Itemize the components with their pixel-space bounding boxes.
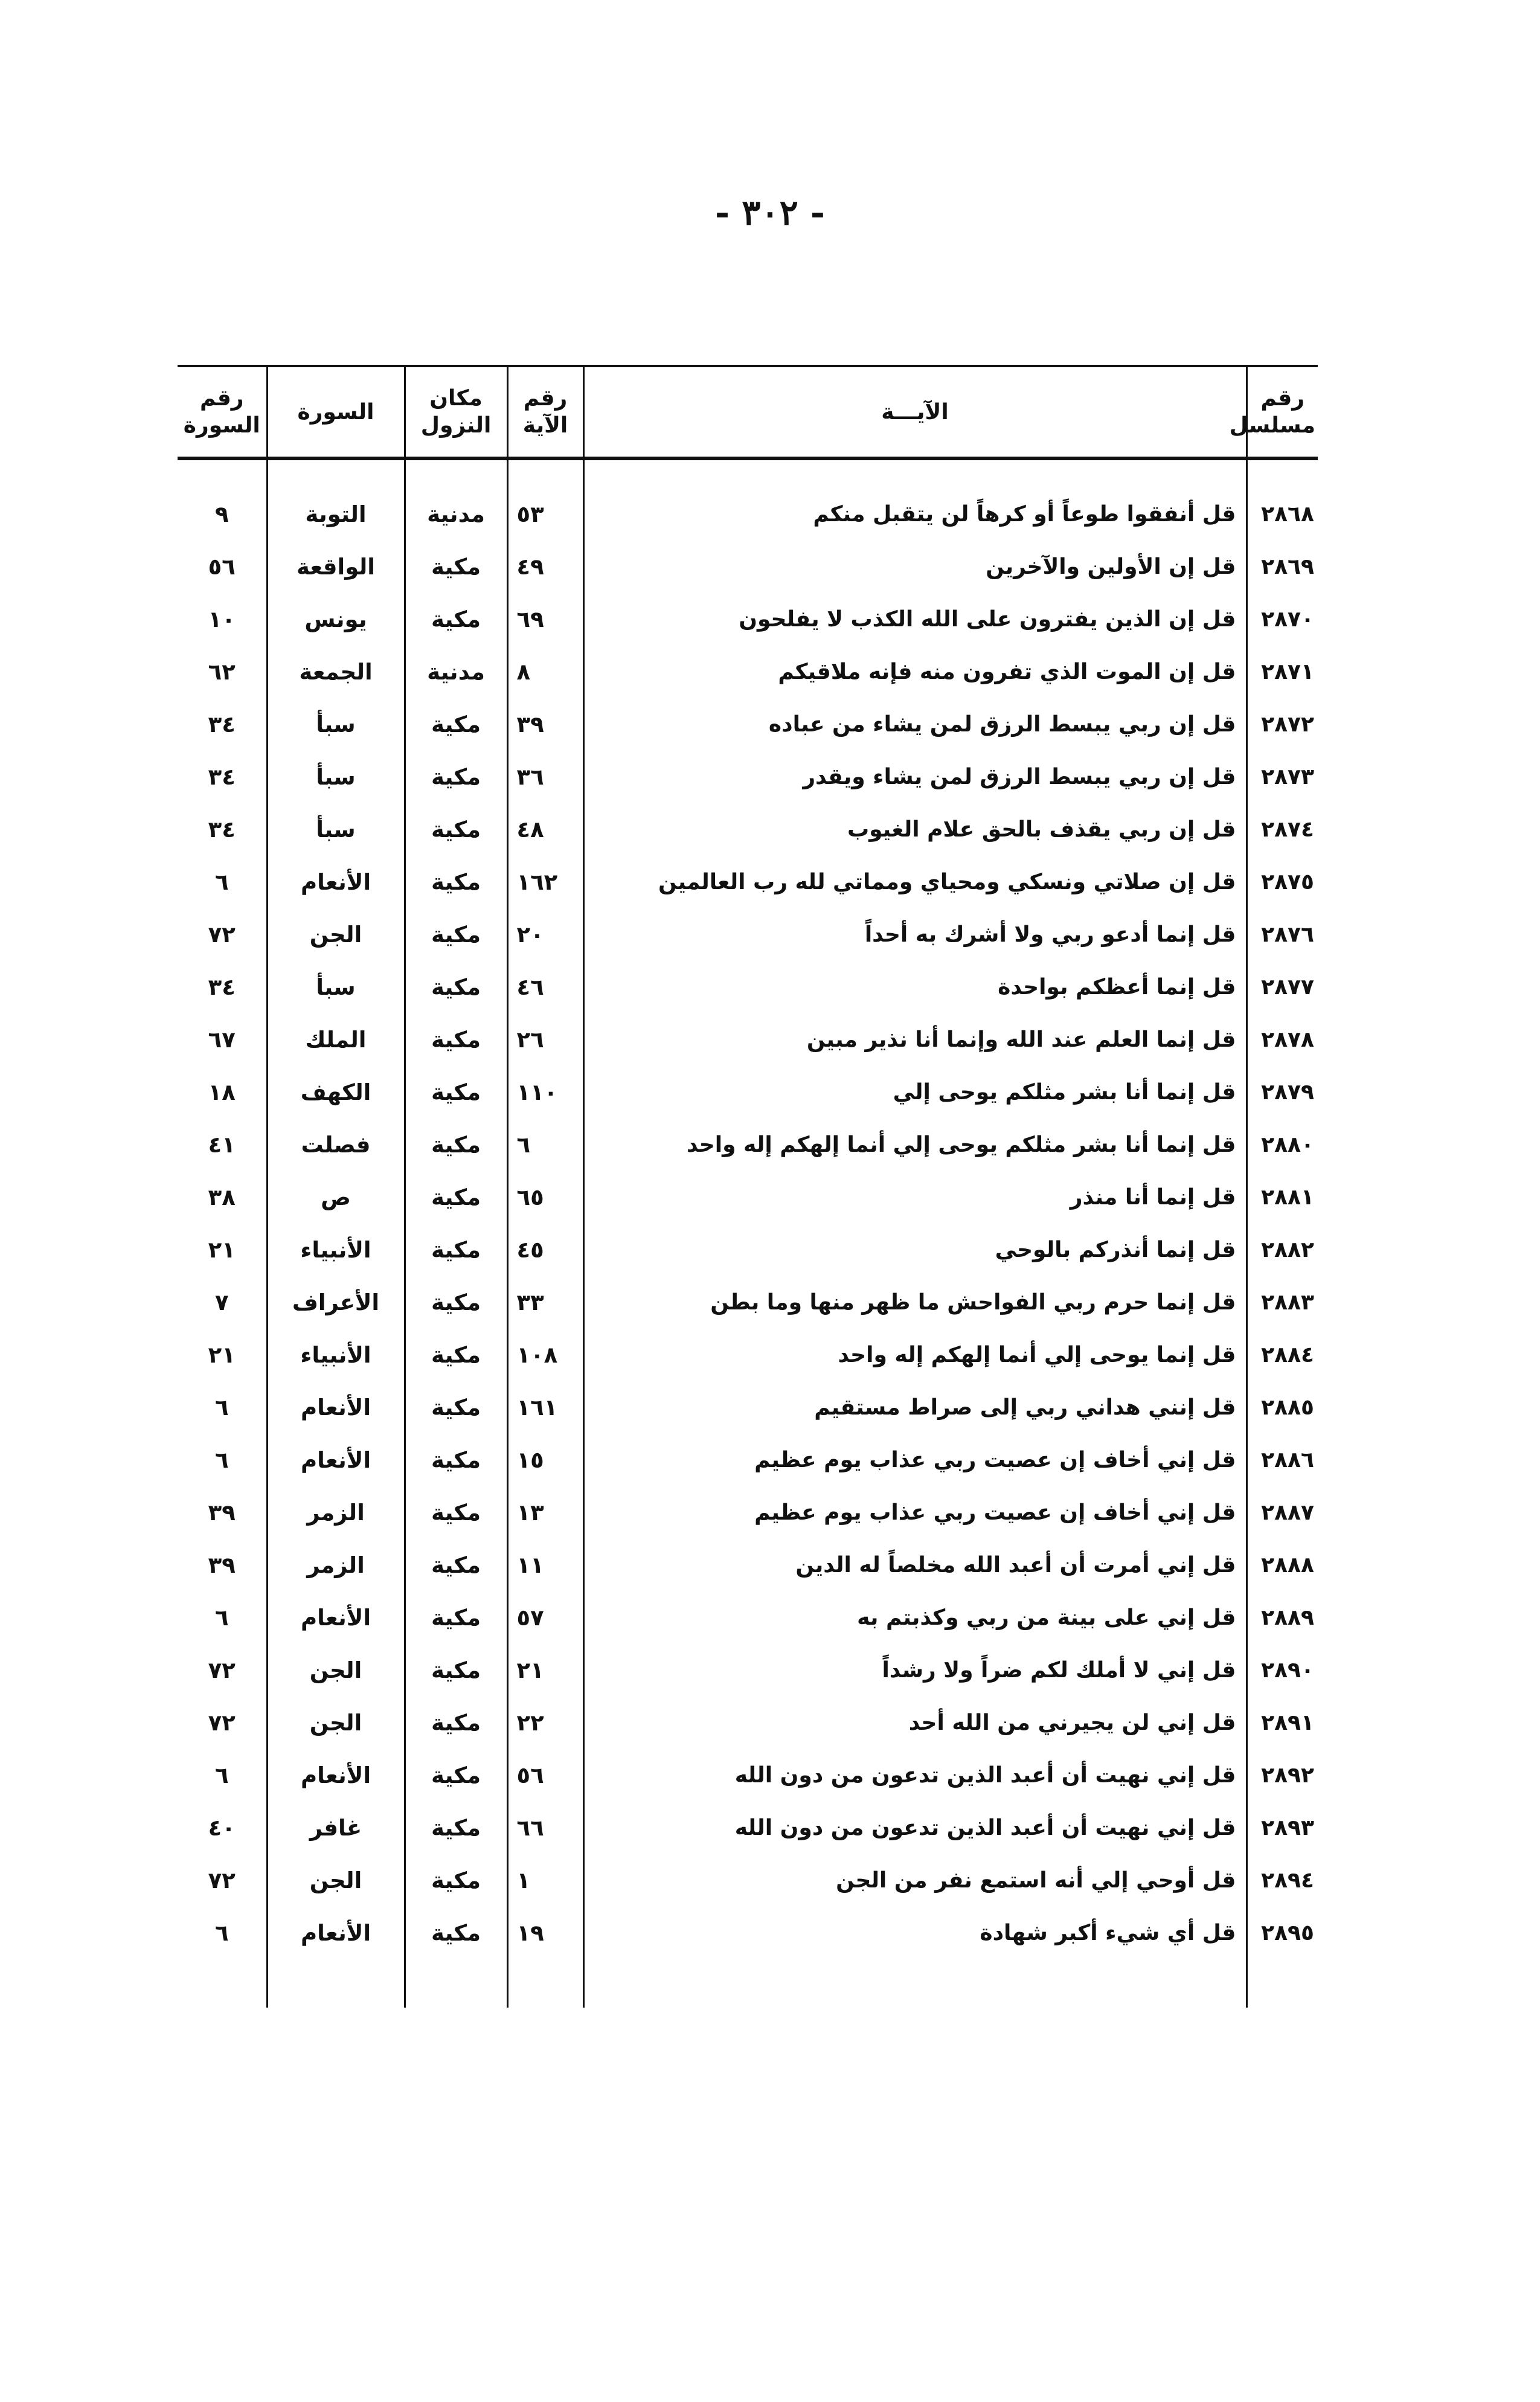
table-bottom-extension <box>178 1959 1318 2008</box>
verse-text-cell: قل إنما أنذركم بالوحي <box>583 1224 1246 1276</box>
serial-number-cell: ٢٨٩١ <box>1246 1697 1318 1749</box>
verse-number-cell: ٤٩ <box>507 541 583 593</box>
surah-number-cell: ٣٩ <box>208 1552 236 1578</box>
surah-number-cell: ٤١ <box>208 1132 236 1158</box>
verse-text-cell: قل إن ربي يبسط الرزق لمن يشاء من عباده <box>583 698 1246 751</box>
table-row <box>178 908 1318 961</box>
surah-number-cell: ٢١ <box>208 1237 236 1263</box>
verse-text-cell: قل إنما يوحى إلي أنما إلهكم إله واحد <box>583 1329 1246 1381</box>
surah-name-cell: غافر <box>267 1802 405 1854</box>
revelation-place-cell: مكية <box>405 1907 507 1959</box>
serial-number-cell: ٢٨٨٢ <box>1246 1224 1318 1276</box>
serial-number-cell: ٢٨٧٩ <box>1246 1066 1318 1119</box>
empty-cell <box>178 1959 267 2008</box>
verse-text-cell: قل إني لا أملك لكم ضراً ولا رشداً <box>583 1644 1246 1697</box>
table-row <box>178 488 1318 541</box>
verse-number-cell: ٢٠ <box>507 908 583 961</box>
table-row <box>178 1749 1318 1802</box>
verse-text-cell: قل إنما أدعو ربي ولا أشرك به أحداً <box>583 908 1246 961</box>
page-number: - ٣٠٢ - <box>715 192 825 233</box>
surah-name-cell: سبأ <box>267 698 405 751</box>
spacer-cell <box>178 458 267 488</box>
surah-name-cell: الجن <box>267 908 405 961</box>
revelation-place-cell: مكية <box>405 1171 507 1224</box>
table-row <box>178 698 1318 751</box>
surah-name-cell: الأنعام <box>267 1907 405 1959</box>
table-row <box>178 856 1318 908</box>
verse-number-cell: ٢٦ <box>507 1013 583 1066</box>
serial-number-cell: ٢٨٧٦ <box>1246 908 1318 961</box>
header-verse-number: رقم الآية <box>507 366 583 458</box>
empty-cell <box>1246 1959 1318 2008</box>
revelation-place-cell: مكية <box>405 541 507 593</box>
surah-name-cell: التوبة <box>267 488 405 541</box>
verse-text-cell: قل أي شيء أكبر شهادة <box>583 1907 1246 1959</box>
revelation-place-cell: مكية <box>405 1644 507 1697</box>
surah-number-cell: ٣٤ <box>208 764 236 790</box>
serial-number-cell: ٢٨٦٨ <box>1246 488 1318 541</box>
verse-number-cell: ٣٦ <box>507 751 583 803</box>
spacer-cell <box>507 458 583 488</box>
verse-number-cell: ١٣ <box>507 1486 583 1539</box>
table-row <box>178 1013 1318 1066</box>
verse-number-cell: ٦٩ <box>507 593 583 646</box>
serial-number-cell: ٢٨٨٦ <box>1246 1434 1318 1486</box>
verse-number-cell: ١٠٨ <box>507 1329 583 1381</box>
verse-index-table <box>178 365 1318 2008</box>
serial-number-cell: ٢٨٨٥ <box>1246 1381 1318 1434</box>
surah-name-cell: الأنبياء <box>267 1329 405 1381</box>
table-row <box>178 1644 1318 1697</box>
serial-number-cell: ٢٨٧١ <box>1246 646 1318 698</box>
verse-number-cell: ١٥ <box>507 1434 583 1486</box>
header-surah: السورة <box>267 366 405 458</box>
header-serial: رقم مسلسل <box>1246 366 1318 458</box>
verse-number-cell: ١٦١ <box>507 1381 583 1434</box>
verse-text-cell: قل إني على بينة من ربي وكذبتم به <box>583 1591 1246 1644</box>
empty-cell <box>405 1959 507 2008</box>
header-verse: الآيـــة <box>583 366 1246 458</box>
surah-number-cell: ٣٨ <box>208 1184 236 1210</box>
surah-name-cell: سبأ <box>267 803 405 856</box>
verse-text-cell: قل إنما أنا بشر مثلكم يوحى إلي أنما إلهكم إله واحد <box>583 1119 1246 1171</box>
verse-text-cell: قل إن ربي يبسط الرزق لمن يشاء ويقدر <box>583 751 1246 803</box>
surah-number-cell: ١٨ <box>208 1079 236 1105</box>
table-row <box>178 646 1318 698</box>
revelation-place-cell: مكية <box>405 1224 507 1276</box>
verse-text-cell: قل إن صلاتي ونسكي ومحياي ومماتي لله رب العالمين <box>583 856 1246 908</box>
surah-name-cell: الجن <box>267 1644 405 1697</box>
revelation-place-cell: مكية <box>405 1329 507 1381</box>
revelation-place-cell: مكية <box>405 1381 507 1434</box>
verse-number-cell: ٤٦ <box>507 961 583 1013</box>
verse-number-cell: ٥٣ <box>507 488 583 541</box>
verse-number-cell: ٣٣ <box>507 1276 583 1329</box>
verse-text-cell: قل إنما العلم عند الله وإنما أنا نذير مبين <box>583 1013 1246 1066</box>
surah-name-cell: الزمر <box>267 1539 405 1591</box>
spacer-row <box>178 458 1318 488</box>
table-row <box>178 1066 1318 1119</box>
serial-number-cell: ٢٨٨٩ <box>1246 1591 1318 1644</box>
verse-number-cell: ٤٨ <box>507 803 583 856</box>
serial-number-cell: ٢٨٧٧ <box>1246 961 1318 1013</box>
surah-name-cell: الجمعة <box>267 646 405 698</box>
revelation-place-cell: مكية <box>405 1749 507 1802</box>
table-row <box>178 1854 1318 1907</box>
revelation-place-cell: مدنية <box>405 488 507 541</box>
table-row <box>178 1907 1318 1959</box>
revelation-place-cell: مكية <box>405 1434 507 1486</box>
surah-name-cell: الأنعام <box>267 1434 405 1486</box>
spacer-cell <box>267 458 405 488</box>
verse-text-cell: قل إنني هداني ربي إلى صراط مستقيم <box>583 1381 1246 1434</box>
verse-number-cell: ٥٦ <box>507 1749 583 1802</box>
serial-number-cell: ٢٨٨٧ <box>1246 1486 1318 1539</box>
surah-number-cell: ٧٢ <box>208 922 236 948</box>
surah-number-cell: ٦ <box>214 1447 229 1473</box>
verse-number-cell: ٥٧ <box>507 1591 583 1644</box>
table-row <box>178 1171 1318 1224</box>
serial-number-cell: ٢٨٩٤ <box>1246 1854 1318 1907</box>
serial-number-cell: ٢٨٧٥ <box>1246 856 1318 908</box>
surah-number-cell: ٦ <box>214 869 229 895</box>
verse-number-cell: ٢١ <box>507 1644 583 1697</box>
surah-name-cell: يونس <box>267 593 405 646</box>
empty-cell <box>267 1959 405 2008</box>
surah-number-cell: ٦ <box>214 1395 229 1421</box>
revelation-place-cell: مكية <box>405 1697 507 1749</box>
revelation-place-cell: مكية <box>405 1066 507 1119</box>
surah-name-cell: الأعراف <box>267 1276 405 1329</box>
surah-number-cell: ٢١ <box>208 1342 236 1368</box>
verse-number-cell: ٦ <box>507 1119 583 1171</box>
serial-number-cell: ٢٨٩٠ <box>1246 1644 1318 1697</box>
serial-number-cell: ٢٨٧٢ <box>1246 698 1318 751</box>
verse-text-cell: قل إنما أعظكم بواحدة <box>583 961 1246 1013</box>
verse-text-cell: قل أنفقوا طوعاً أو كرهاً لن يتقبل منكم <box>583 488 1246 541</box>
surah-name-cell: سبأ <box>267 751 405 803</box>
verse-number-cell: ١٦٢ <box>507 856 583 908</box>
header-revelation-place: مكان النزول <box>405 366 507 458</box>
serial-number-cell: ٢٨٨١ <box>1246 1171 1318 1224</box>
surah-number-cell: ٣٤ <box>208 711 236 737</box>
revelation-place-cell: مكية <box>405 856 507 908</box>
surah-name-cell: الأنعام <box>267 1749 405 1802</box>
header-row <box>178 366 1318 458</box>
serial-number-cell: ٢٨٧٤ <box>1246 803 1318 856</box>
surah-name-cell: الكهف <box>267 1066 405 1119</box>
table-row <box>178 541 1318 593</box>
surah-number-cell: ٣٩ <box>208 1500 236 1526</box>
surah-name-cell: فصلت <box>267 1119 405 1171</box>
table-row <box>178 1591 1318 1644</box>
surah-number-cell: ٦٢ <box>208 659 236 685</box>
table-row <box>178 1381 1318 1434</box>
verse-text-cell: قل إني نهيت أن أعبد الذين تدعون من دون الله <box>583 1802 1246 1854</box>
revelation-place-cell: مكية <box>405 1119 507 1171</box>
surah-name-cell: ص <box>267 1171 405 1224</box>
serial-number-cell: ٢٨٨٠ <box>1246 1119 1318 1171</box>
surah-number-cell: ٥٦ <box>208 554 236 580</box>
revelation-place-cell: مكية <box>405 803 507 856</box>
verse-number-cell: ٦٥ <box>507 1171 583 1224</box>
verse-number-cell: ١٩ <box>507 1907 583 1959</box>
surah-number-cell: ٦ <box>214 1762 229 1788</box>
revelation-place-cell: مكية <box>405 1539 507 1591</box>
verse-number-cell: ٢٢ <box>507 1697 583 1749</box>
serial-number-cell: ٢٨٩٣ <box>1246 1802 1318 1854</box>
surah-name-cell: الملك <box>267 1013 405 1066</box>
surah-number-cell: ٧٢ <box>208 1710 236 1736</box>
verse-number-cell: ٣٩ <box>507 698 583 751</box>
table-row <box>178 1276 1318 1329</box>
surah-name-cell: الجن <box>267 1697 405 1749</box>
table-row <box>178 1539 1318 1591</box>
revelation-place-cell: مكية <box>405 961 507 1013</box>
serial-number-cell: ٢٨٧٠ <box>1246 593 1318 646</box>
revelation-place-cell: مكية <box>405 1591 507 1644</box>
verse-text-cell: قل إني أخاف إن عصيت ربي عذاب يوم عظيم <box>583 1434 1246 1486</box>
verse-text-cell: قل أوحي إلي أنه استمع نفر من الجن <box>583 1854 1246 1907</box>
revelation-place-cell: مكية <box>405 1276 507 1329</box>
empty-cell <box>583 1959 1246 2008</box>
surah-number-cell: ٣٤ <box>208 974 236 1000</box>
serial-number-cell: ٢٨٨٤ <box>1246 1329 1318 1381</box>
revelation-place-cell: مكية <box>405 908 507 961</box>
revelation-place-cell: مكية <box>405 1854 507 1907</box>
verse-number-cell: ١١ <box>507 1539 583 1591</box>
table-row <box>178 751 1318 803</box>
surah-number-cell: ٦ <box>214 1605 229 1631</box>
surah-number-cell: ٣٤ <box>208 817 236 843</box>
verse-text-cell: قل إني لن يجيرني من الله أحد <box>583 1697 1246 1749</box>
verse-number-cell: ٦٦ <box>507 1802 583 1854</box>
verse-text-cell: قل إن الذين يفترون على الله الكذب لا يفلحون <box>583 593 1246 646</box>
spacer-cell <box>405 458 507 488</box>
serial-number-cell: ٢٨٧٨ <box>1246 1013 1318 1066</box>
spacer-cell <box>583 458 1246 488</box>
table-row <box>178 1329 1318 1381</box>
verse-text-cell: قل إنما أنا منذر <box>583 1171 1246 1224</box>
revelation-place-cell: مكية <box>405 1802 507 1854</box>
revelation-place-cell: مكية <box>405 593 507 646</box>
table-row <box>178 961 1318 1013</box>
serial-number-cell: ٢٨٩٢ <box>1246 1749 1318 1802</box>
verse-number-cell: ٤٥ <box>507 1224 583 1276</box>
revelation-place-cell: مكية <box>405 698 507 751</box>
serial-number-cell: ٢٨٦٩ <box>1246 541 1318 593</box>
revelation-place-cell: مكية <box>405 1486 507 1539</box>
verse-number-cell: ٨ <box>507 646 583 698</box>
verse-text-cell: قل إن الأولين والآخرين <box>583 541 1246 593</box>
header-surah-number: رقم السورة <box>178 366 267 458</box>
spacer-cell <box>1246 458 1318 488</box>
verse-text-cell: قل إن الموت الذي تفرون منه فإنه ملاقيكم <box>583 646 1246 698</box>
verse-text-cell: قل إنما أنا بشر مثلكم يوحى إلي <box>583 1066 1246 1119</box>
surah-number-cell: ٦٧ <box>208 1027 236 1053</box>
verse-text-cell: قل إني أخاف إن عصيت ربي عذاب يوم عظيم <box>583 1486 1246 1539</box>
serial-number-cell: ٢٨٧٣ <box>1246 751 1318 803</box>
table-row <box>178 1434 1318 1486</box>
surah-name-cell: الواقعة <box>267 541 405 593</box>
empty-cell <box>507 1959 583 2008</box>
table-row <box>178 1486 1318 1539</box>
table-row <box>178 1697 1318 1749</box>
surah-name-cell: الجن <box>267 1854 405 1907</box>
surah-number-cell: ٧ <box>214 1289 229 1315</box>
table-row <box>178 1802 1318 1854</box>
surah-name-cell: الأنعام <box>267 856 405 908</box>
surah-number-cell: ٩ <box>214 501 229 527</box>
verse-text-cell: قل إنما حرم ربي الفواحش ما ظهر منها وما بطن <box>583 1276 1246 1329</box>
revelation-place-cell: مكية <box>405 751 507 803</box>
serial-number-cell: ٢٨٨٨ <box>1246 1539 1318 1591</box>
revelation-place-cell: مدنية <box>405 646 507 698</box>
surah-number-cell: ١٠ <box>208 606 236 632</box>
serial-number-cell: ٢٨٩٥ <box>1246 1907 1318 1959</box>
table-row <box>178 1224 1318 1276</box>
surah-number-cell: ٧٢ <box>208 1867 236 1893</box>
surah-number-cell: ٦ <box>214 1920 229 1946</box>
verse-number-cell: ١ <box>507 1854 583 1907</box>
surah-number-cell: ٤٠ <box>208 1815 236 1841</box>
verse-text-cell: قل إن ربي يقذف بالحق علام الغيوب <box>583 803 1246 856</box>
table-row <box>178 1119 1318 1171</box>
verse-number-cell: ١١٠ <box>507 1066 583 1119</box>
verse-text-cell: قل إني أمرت أن أعبد الله مخلصاً له الدين <box>583 1539 1246 1591</box>
surah-name-cell: الأنبياء <box>267 1224 405 1276</box>
serial-number-cell: ٢٨٨٣ <box>1246 1276 1318 1329</box>
surah-name-cell: الزمر <box>267 1486 405 1539</box>
table-row <box>178 593 1318 646</box>
revelation-place-cell: مكية <box>405 1013 507 1066</box>
surah-name-cell: الأنعام <box>267 1591 405 1644</box>
table-row <box>178 803 1318 856</box>
surah-name-cell: سبأ <box>267 961 405 1013</box>
verse-text-cell: قل إني نهيت أن أعبد الذين تدعون من دون الله <box>583 1749 1246 1802</box>
surah-number-cell: ٧٢ <box>208 1657 236 1683</box>
surah-name-cell: الأنعام <box>267 1381 405 1434</box>
